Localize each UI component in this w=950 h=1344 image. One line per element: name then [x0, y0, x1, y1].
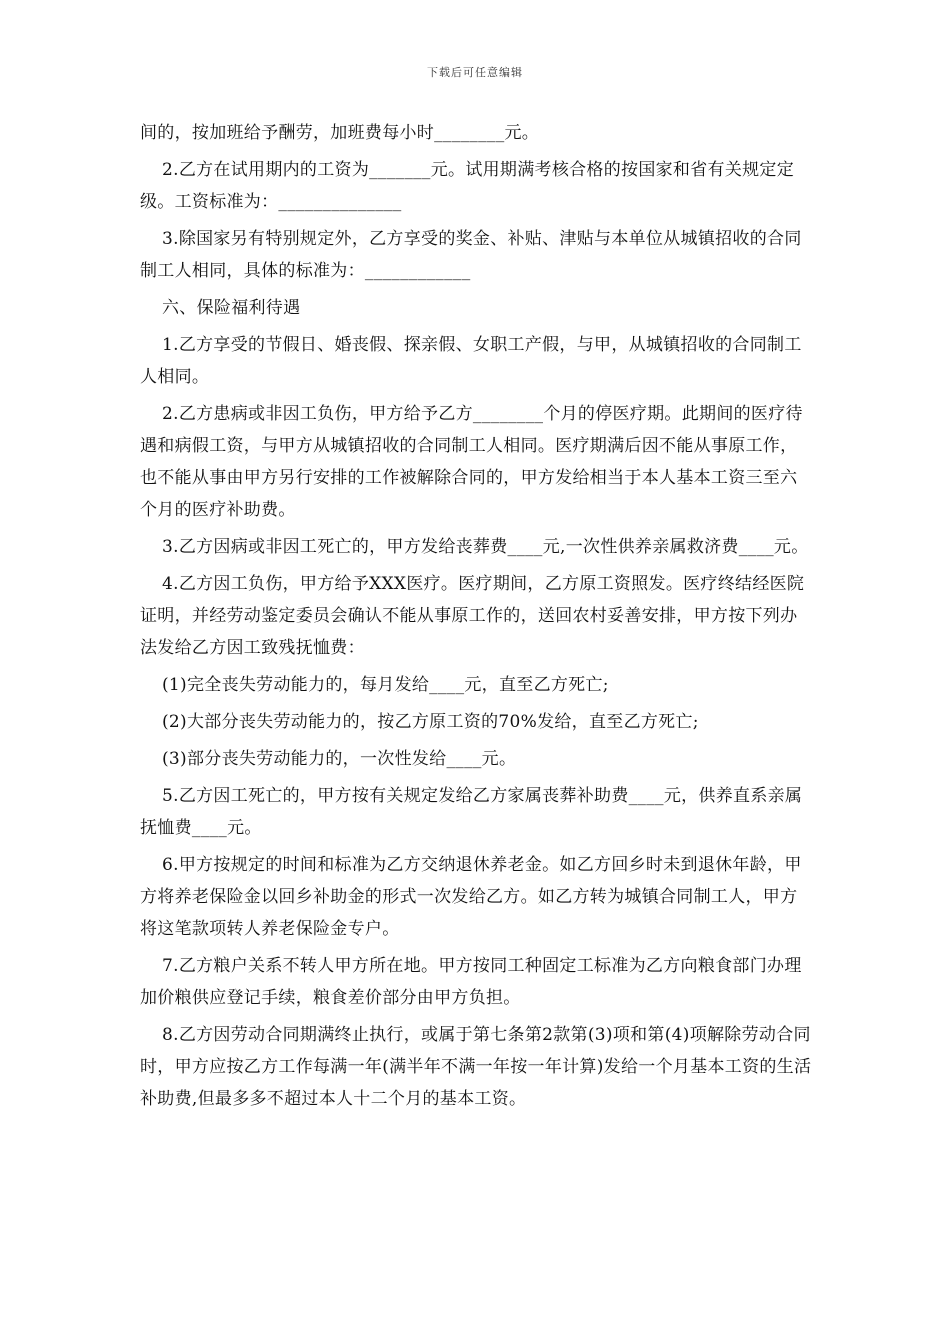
section-heading-insurance-welfare: 六、保险福利待遇	[162, 298, 301, 318]
paragraph-work-injury: 4.乙方因工负伤，甲方给予XXX医疗。医疗期间，乙方原工资照发。医疗终结经医院证明，并经劳动鉴定委员会确认不能从事原工作的，送回农村妥善安排，甲方按下列办法发给乙方因工致残抚恤费：	[140, 574, 805, 658]
paragraph-bonus-allowance: 3.除国家另有特别规定外，乙方享受的奖金、补贴、津贴与本单位从城镇招收的合同制工人相同，具体的标准为：____________	[140, 229, 802, 281]
paragraph-injury-item-1: (1)完全丧失劳动能力的，每月发给____元，直至乙方死亡;	[162, 675, 609, 695]
paragraph-injury-item-2: (2)大部分丧失劳动能力的，按乙方原工资的70%发给，直至乙方死亡;	[162, 712, 699, 732]
paragraph-living-subsidy: 8.乙方因劳动合同期满终止执行，或属于第七条第2款第(3)项和第(4)项解除劳动合同时，甲方应按乙方工作每满一年(满半年不满一年按一年计算)发给一个月基本工资的生活补助费,但最多多不超过本人十二个月的基本工资。	[140, 1025, 812, 1109]
paragraph-probation-wage: 2.乙方在试用期内的工资为_______元。试用期满考核合格的按国家和省有关规定定级。工资标准为：______________	[140, 160, 795, 212]
page-header: 下载后可任意编辑	[427, 66, 523, 79]
paragraph-work-death: 5.乙方因工死亡的，甲方按有关规定发给乙方家属丧葬补助费____元，供养直系亲属抚恤费____元。	[140, 786, 803, 838]
paragraph-injury-item-3: (3)部分丧失劳动能力的，一次性发给____元。	[162, 749, 517, 769]
paragraph-grain-supply: 7.乙方粮户关系不转人甲方所在地。甲方按同工种固定工标准为乙方向粮食部门办理加价粮供应登记手续，粮食差价部分由甲方负担。	[140, 956, 802, 1008]
paragraph-pension: 6.甲方按规定的时间和标准为乙方交纳退休养老金。如乙方回乡时未到退休年龄，甲方将养老保险金以回乡补助金的形式一次发给乙方。如乙方转为城镇合同制工人，甲方将这笔款项转人养老保险金专户。	[140, 855, 802, 939]
paragraph-sick-leave: 2.乙方患病或非因工负伤，甲方给予乙方________个月的停医疗期。此期间的医疗待遇和病假工资，与甲方从城镇招收的合同制工人相同。医疗期满后因不能从事原工作，也不能从事由甲方另行安排的工作被解除合同的，甲方发给相当于本人基本工资三至六个月的医疗补助费。	[140, 404, 803, 520]
paragraph-overtime-pay: 间的，按加班给予酬劳，加班费每小时________元。	[140, 123, 540, 143]
paragraph-non-work-death: 3.乙方因病或非因工死亡的，甲方发给丧葬费____元,一次性供养亲属救济费____元。	[162, 537, 809, 557]
document-body	[140, 117, 812, 1120]
paragraph-holidays: 1.乙方享受的节假日、婚丧假、探亲假、女职工产假，与甲，从城镇招收的合同制工人相同。	[140, 335, 802, 387]
